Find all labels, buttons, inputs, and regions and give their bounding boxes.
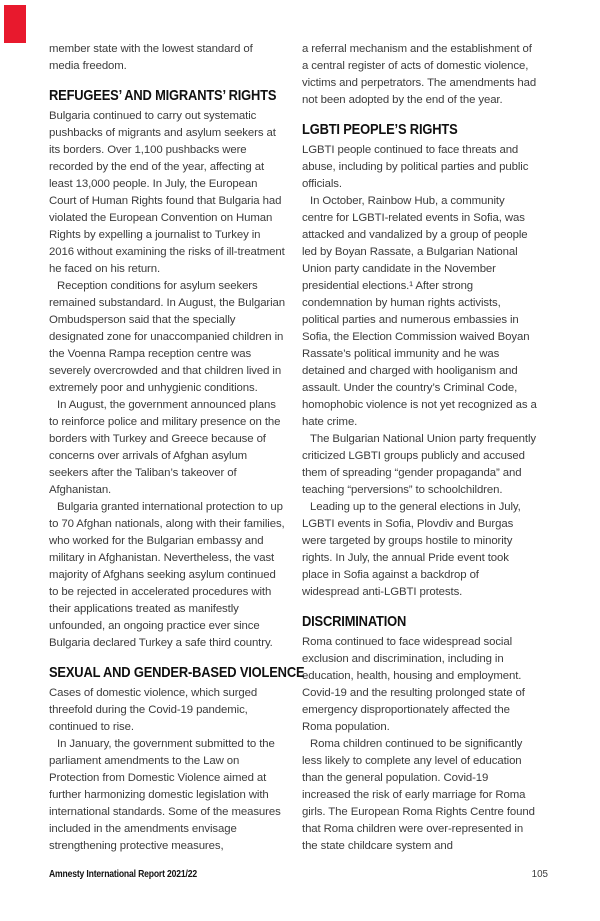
paragraph-roma-exclusion: Roma continued to face widespread social exclusion and discrimination, including in education, health, housing and employment. Covid-19 and the resulting prolonged state of emergency disproportionately affected the Roma population.: [302, 636, 525, 733]
paragraph-media-freedom: member state with the lowest standard of media freedom.: [49, 43, 253, 72]
paragraph-reception-conditions: Reception conditions for asylum seekers remained substandard. In August, the Bulgarian Ombudsperson said that the specially designated zone for unaccompanied children in the Voenna Rampa reception centre was severely overcrowded and that children lived in extremely poor and unhygienic conditions.: [49, 280, 286, 394]
paragraph-bnu-criticism: The Bulgarian National Union party frequently criticized LGBTI groups publicly and accused them of spreading “gender propaganda” and teaching “perversions” to schoolchildren.: [302, 433, 536, 496]
heading-discrimination: DISCRIMINATION: [302, 613, 407, 630]
paragraph-rainbow-hub: In October, Rainbow Hub, a community centre for LGBTI-related events in Sofia, was attacked and vandalized by a group of people led by Boyan Rassate, a Bulgarian National Union party candidate in the November presidential elections.¹ After strong condemnation by human rights activists, political parties and numerous embassies in Sofia, the Election Commission waived Boyan Rassate’s political immunity and he was detained and charged with hooliganism and assault. Under the country’s Criminal Code, homophobic violence is not yet recognized as a hate crime.: [302, 195, 537, 428]
paragraph-afghan-protection: Bulgaria granted international protection to up to 70 Afghan nationals, along with their families, who worked for the Bulgarian embassy and military in Afghanistan. Nevertheless, the vast majority of Afghans seeking asylum continued to be rejected in accelerated procedures with their applications treated as manifestly unfounded, an ongoing practice ever since Bulgaria declared Turkey a safe third country.: [49, 501, 285, 649]
left-column: [49, 41, 305, 855]
page-number: 105: [531, 869, 548, 880]
right-column: [302, 41, 538, 855]
red-corner-marker: [4, 5, 26, 43]
paragraph-lgbti-threats: LGBTI people continued to face threats and abuse, including by political parties and public officials.: [302, 144, 529, 190]
paragraph-border-reinforcement: In August, the government announced plans to reinforce police and military presence on the borders with Turkey and Greece because of concerns over arrivals of Afghan asylum seekers after the Taliban’s takeover of Afghanistan.: [49, 399, 281, 496]
two-column-text-area: [49, 41, 538, 855]
heading-refugees-and-migrants-rights: REFUGEES’ AND MIGRANTS’ RIGHTS: [49, 87, 277, 104]
paragraph-referral-mechanism: a referral mechanism and the establishment of a central register of acts of domestic violence, victims and perpetrators. The amendments had not been adopted by the end of the year.: [302, 43, 537, 106]
heading-lgbti-peoples-rights: LGBTI PEOPLE’S RIGHTS: [302, 121, 458, 138]
page-footer: [49, 869, 548, 880]
report-title: Amnesty International Report 2021/22: [49, 869, 197, 880]
paragraph-roma-children: Roma children continued to be significantly less likely to complete any level of education than the general population. Covid-19 increased the risk of early marriage for Roma girls. The European Roma Rights Centre found that Roma children were over-represented in the state childcare system and: [302, 738, 535, 852]
paragraph-pushbacks: Bulgaria continued to carry out systematic pushbacks of migrants and asylum seekers at its borders. Over 1,100 pushbacks were recorded by the end of the year, affecting at least 13,000 people. In July, the European Court of Human Rights found that Bulgaria had violated the European Convention on Human Rights by expelling a journalist to Turkey in 2016 without examining the risks of ill-treatment he faced on his return.: [49, 110, 285, 275]
paragraph-law-amendments: In January, the government submitted to the parliament amendments to the Law on Protection from Domestic Violence aimed at further harmonizing domestic legislation with international standards. Some of the measures included in the amendments envisage strengthening protective measures,: [49, 738, 281, 852]
paragraph-domestic-violence: Cases of domestic violence, which surged threefold during the Covid-19 pandemic, continued to rise.: [49, 687, 258, 733]
heading-sexual-and-gender-based-violence: SEXUAL AND GENDER-BASED VIOLENCE: [49, 664, 305, 681]
paragraph-pride-events: Leading up to the general elections in July, LGBTI events in Sofia, Plovdiv and Burgas were targeted by groups hostile to minority rights. In July, the annual Pride event took place in Sofia against a backdrop of widespread anti-LGBTI protests.: [302, 501, 521, 598]
